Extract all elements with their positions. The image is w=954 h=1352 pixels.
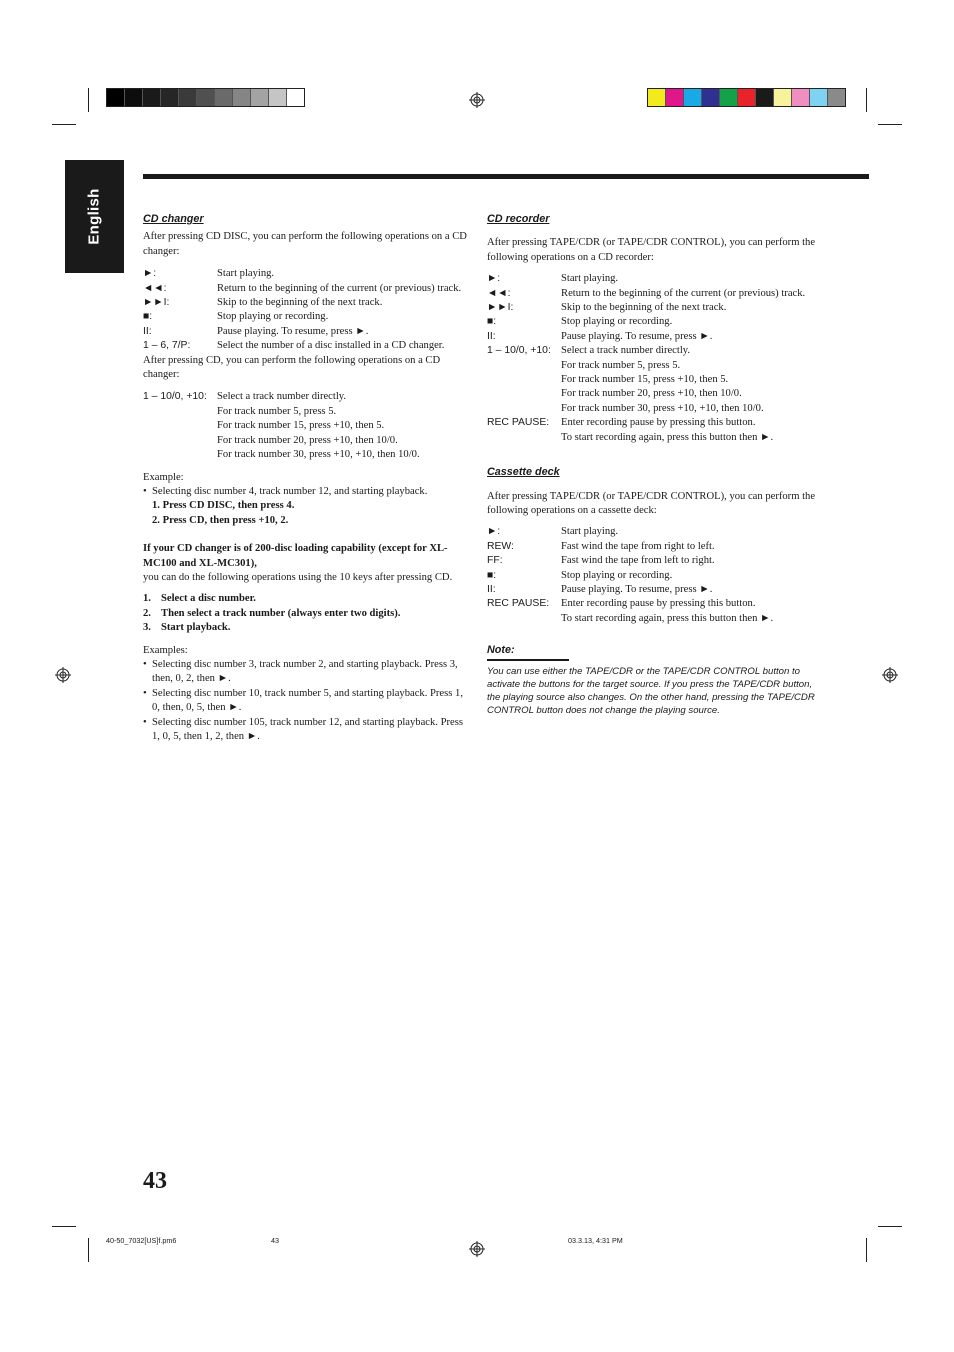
footer-date: 03.3.13, 4:31 PM [568,1236,623,1245]
description-line: For track number 20, press +10, then 10/0. [561,388,742,400]
description-line: For track number 30, press +10, +10, then 10/0. [217,449,420,461]
calibration-swatch [756,89,774,106]
operation-description [217,339,468,353]
operation-row [487,287,817,301]
operation-description [561,540,817,554]
crop-mark [52,1226,76,1227]
description-line: Select a track number directly. [561,345,691,357]
footer-page: 43 [271,1236,279,1245]
calibration-swatch [251,89,269,106]
operation-description [561,583,817,597]
calibration-swatch [179,89,197,106]
operation-row [143,339,468,353]
example-text: Selecting disc number 4, track number 12, and starting playback. [152,485,428,497]
operation-row [487,569,817,583]
example-text: Selecting disc number 105, track number 12, and starting playback. Press 1, 0, 5, then 1, 2, then ►. [152,716,463,742]
operation-key: ►►I: [143,297,170,309]
registration-target-icon [469,1241,485,1257]
operation-key: ◄◄: [487,287,511,299]
description-line: For track number 15, press +10, then 5. [561,374,729,386]
operation-key: ►: [487,526,501,538]
cassette-deck-operations [487,525,817,626]
operation-row [487,344,817,416]
operation-row [143,390,468,462]
description-line: Enter recording pause by pressing this button. [561,417,756,429]
calibration-swatch [215,89,233,106]
example-text: Selecting disc number 10, track number 5, and starting playback. Press 1, 0, then, 0, 5, then ►. [152,687,463,714]
list-item [143,687,468,716]
description-line: For track number 20, press +10, then 10/0. [217,434,398,446]
operation-key: II: [487,583,496,595]
step-number: 2. [143,607,151,619]
step-text: Then select a track number (always enter two digits). [161,607,401,619]
calibration-swatch [233,89,251,106]
operation-description [561,597,817,626]
example-step: 1. Press CD DISC, then press 4. [152,500,295,512]
operation-description [561,315,817,329]
bullet-dot: • [143,658,147,670]
calibration-swatch [107,89,125,106]
operation-description [561,344,817,416]
page-number: 43 [143,1168,167,1194]
language-label: English [86,188,103,245]
operation-description [561,416,817,445]
operation-key: ◄◄: [143,282,167,294]
numbered-step [143,621,468,635]
operation-key: ►: [143,268,157,280]
operation-row [487,416,817,445]
example-label: Example: [143,471,184,483]
calibration-swatch [269,89,287,106]
numbered-step [143,607,468,621]
description-line: Pause playing. To resume, press ►. [561,330,713,342]
calibration-swatch [792,89,810,106]
description-line: Stop playing or recording. [561,316,673,328]
cassette-deck-intro: After pressing TAPE/CDR (or TAPE/CDR CONTROL), you can perform the following operations on a cassette deck: [487,490,816,516]
right-column [487,212,817,717]
operation-row [487,583,817,597]
calibration-swatch [648,89,666,106]
calibration-swatch [197,89,215,106]
description-line: For track number 5, press 5. [561,359,681,371]
crop-mark [866,1238,867,1262]
crop-mark [878,1226,902,1227]
operation-key: ►►I: [487,302,514,314]
operation-row [143,296,468,310]
calibration-swatch [774,89,792,106]
operation-row [143,325,468,339]
operation-key: FF: [487,555,503,567]
description-line: Fast wind the tape from right to left. [561,540,715,552]
200-disc-note: If your CD changer is of 200-disc loading capability (except for XL-MC100 and XL-MC301), [143,543,448,569]
crop-mark [866,88,867,112]
operation-row [143,282,468,296]
cd-recorder-operations [487,272,817,445]
registration-target-icon [882,667,898,683]
list-item: • Selecting disc number 4, track number 12, and starting playback. [143,485,468,499]
description-line: For track number 15, press +10, then 5. [217,420,385,432]
calibration-swatch [161,89,179,106]
description-line: Pause playing. To resume, press ►. [217,325,369,337]
description-line: Start playing. [561,273,619,285]
description-line: Skip to the beginning of the next track. [561,302,727,314]
cd-changer-intro-2: After pressing CD, you can perform the following operations on a CD changer: [143,354,441,381]
operation-key: ■: [487,569,497,581]
numbered-steps [143,592,468,635]
operation-description [217,325,468,339]
operation-description [217,310,468,324]
operation-key: ■: [487,316,497,328]
step-number: 3. [143,622,151,634]
description-line: Skip to the beginning of the next track. [217,297,383,309]
calibration-swatch [738,89,756,106]
calibration-swatch [287,89,304,106]
operation-description [561,301,817,315]
operation-row [487,597,817,626]
crop-mark [88,1238,89,1262]
operation-row [487,315,817,329]
description-line: For track number 30, press +10, +10, then 10/0. [561,402,764,414]
description-line: Select the number of a disc installed in a CD changer. [217,340,445,352]
operation-key: 1 – 10/0, +10: [143,391,207,403]
note-heading: Note: [487,643,569,660]
description-line: Enter recording pause by pressing this button. [561,598,756,610]
description-line: Return to the beginning of the current (or previous) track. [217,282,462,294]
description-line: Stop playing or recording. [561,569,673,581]
cd-changer-heading: CD changer [143,213,204,225]
calibration-swatch [828,89,845,106]
registration-target-icon [55,667,71,683]
list-item [143,658,468,687]
operation-row [487,330,817,344]
calibration-swatch [684,89,702,106]
description-line: To start recording again, press this button then ►. [561,612,774,624]
operation-description [217,282,468,296]
calibration-swatch [125,89,143,106]
operation-row [487,540,817,554]
example-text: Selecting disc number 3, track number 2, and starting playback. Press 3, then, 0, 2, then ►. [152,658,458,685]
operation-key: II: [487,330,496,342]
operation-description [217,390,468,462]
examples-list [143,658,468,744]
step-number: 1. [143,593,151,605]
operation-row [487,272,817,286]
numbered-step [143,592,468,606]
description-line: Select a track number directly. [217,391,347,403]
operation-row [487,525,817,539]
description-line: Start playing. [561,526,619,538]
operation-row [143,310,468,324]
operation-description [561,554,817,568]
description-line: To start recording again, press this button then ►. [561,431,774,443]
operation-key: 1 – 10/0, +10: [487,345,551,357]
cd-changer-intro: After pressing CD DISC, you can perform the following operations on a CD changer: [143,231,467,257]
header-rule [143,174,869,179]
example-step: 2. Press CD, then press +10, 2. [152,514,289,526]
description-line: For track number 5, press 5. [217,405,337,417]
language-side-tab [65,160,124,273]
description-line: Pause playing. To resume, press ►. [561,583,713,595]
operation-key: 1 – 6, 7/P: [143,340,191,352]
200-disc-note-continued: you can do the following operations using the 10 keys after pressing CD. [143,571,453,583]
operation-description [561,330,817,344]
operation-key: II: [143,325,152,337]
operation-key: ■: [143,311,153,323]
cd-changer-operations [143,267,468,353]
cd-changer-track-operations [143,390,468,462]
crop-mark [52,124,76,125]
calibration-swatch [143,89,161,106]
cassette-deck-heading: Cassette deck [487,466,560,479]
operation-row [487,554,817,568]
operation-key: REC PAUSE: [487,417,550,429]
calibration-swatch [666,89,684,106]
operation-key: ►: [487,273,501,285]
step-text: Select a disc number. [161,593,256,605]
description-line: Fast wind the tape from left to right. [561,555,715,567]
footer-file: 40-50_7032[US]f.pm6 [106,1236,177,1245]
grayscale-calibration-bar [106,88,305,107]
crop-mark [878,124,902,125]
bullet-dot: • [143,687,147,699]
bullet-dot: • [143,716,147,728]
example-steps [143,499,468,528]
note-text: You can use either the TAPE/CDR or the TAPE/CDR CONTROL button to activate the buttons for the target source. If you press the TAPE/CDR button, the playing source also changes. On the other hand, pressing the TAPE/CDR CONTROL button does not change the playing source. [487,665,815,716]
description-line: Return to the beginning of the current (or previous) track. [561,287,806,299]
operation-description [561,525,817,539]
operation-key: REW: [487,540,514,552]
step-text: Start playback. [161,622,231,634]
operation-key: REC PAUSE: [487,598,550,610]
cd-recorder-intro: After pressing TAPE/CDR (or TAPE/CDR CONTROL), you can perform the following operations on a CD recorder: [487,237,816,263]
examples-label: Examples: [143,644,188,656]
calibration-swatch [702,89,720,106]
operation-description [561,272,817,286]
description-line: Start playing. [217,268,275,280]
operation-row [487,301,817,315]
registration-target-icon [469,92,485,108]
operation-row [143,267,468,281]
cd-recorder-heading: CD recorder [487,213,550,225]
operation-description [561,287,817,301]
calibration-swatch [720,89,738,106]
operation-description [217,296,468,310]
list-item [143,716,468,745]
calibration-swatch [810,89,828,106]
color-calibration-bar [647,88,846,107]
left-column [143,212,468,744]
description-line: Stop playing or recording. [217,311,329,323]
operation-description [217,267,468,281]
operation-description [561,569,817,583]
crop-mark [88,88,89,112]
